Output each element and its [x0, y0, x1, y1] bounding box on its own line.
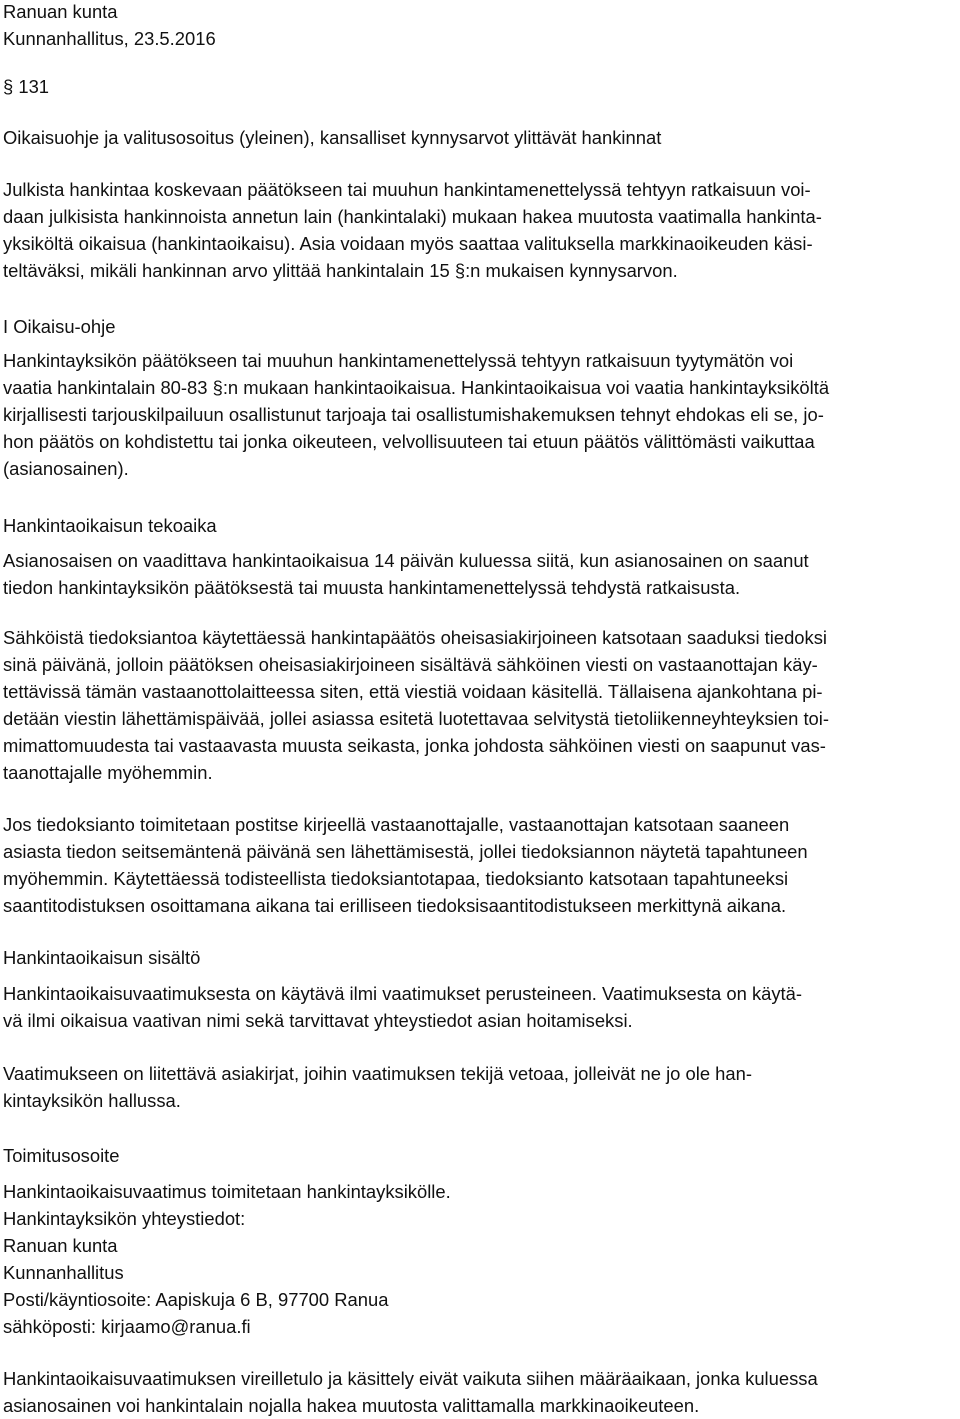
text-line: sinä päivänä, jolloin päätöksen oheisasiakirjoineen sisältävä sähköinen viesti on vastaanottajan käy-: [3, 654, 818, 675]
text-line: Vaatimukseen on liitettävä asiakirjat, joihin vaatimuksen tekijä vetoaa, jolleivät ne jo ole han-: [3, 1063, 752, 1084]
text-line: (asianosainen).: [3, 458, 129, 479]
text-line: Hankintaoikaisuvaatimus toimitetaan hankintayksikölle.: [3, 1181, 451, 1202]
heading-oikaisu-ohje: I Oikaisu-ohje: [3, 316, 116, 337]
text-line: Hankintayksikön päätökseen tai muuhun hankintamenettelyssä tehtyyn ratkaisuun tyytymätön voi: [3, 350, 794, 371]
paragraph-vireilletulo: [3, 1365, 957, 1419]
text-line: vä ilmi oikaisua vaativan nimi sekä tarvittavat yhteystiedot asian hoitamiseksi.: [3, 1010, 633, 1031]
intro-paragraph: [3, 176, 957, 284]
section-number: § 131: [3, 76, 50, 97]
text-line: yksiköltä oikaisua (hankintaoikaisu). Asia voidaan myös saattaa valituksella markkinaoikeuden käsi-: [3, 233, 813, 254]
text-line: Hankintaoikaisuvaatimuksen vireilletulo ja käsittely eivät vaikuta siihen määräaikaan, jonka kuluessa: [3, 1368, 818, 1389]
email-address: sähköposti: kirjaamo@ranua.fi: [3, 1316, 251, 1337]
paragraph-postitse: [3, 811, 957, 919]
text-line: tiedon hankintayksikön päätöksestä tai muusta hankintamenettelyssä tehdystä ratkaisusta.: [3, 577, 741, 598]
text-line: hon päätös on kohdistettu tai jonka oikeuteen, velvollisuuteen tai etuun päätös välittömästi vaikuttaa: [3, 431, 815, 452]
text-line: detään viestin lähettämispäivää, jollei asiassa esitetä luotettavaa selvitystä tietoliikenneyhteyksien toi-: [3, 708, 829, 729]
text-line: asiasta tiedon seitsemäntenä päivänä sen lähettämisestä, jollei tiedoksiannon näytetä tapahtuneen: [3, 841, 808, 862]
org-name: Ranuan kunta: [3, 1, 118, 22]
text-line: Asianosaisen on vaadittava hankintaoikaisua 14 päivän kuluessa siitä, kun asianosainen on saanut: [3, 550, 809, 571]
text-line: kirjallisesti tarjouskilpailuun osallistunut tarjoaja tai osallistumishakemuksen tehnyt ehdokas eli se, jo-: [3, 404, 824, 425]
text-line: saantitodistuksen osoittamana aikana tai erilliseen tiedoksisaantitodistukseen merkittynä aikana.: [3, 895, 787, 916]
paragraph-toimitusosoite: [3, 1178, 957, 1340]
text-line: Sähköistä tiedoksiantoa käytettäessä hankintapäätös oheisasiakirjoineen katsotaan saaduksi tiedoksi: [3, 627, 828, 648]
text-line: Jos tiedoksianto toimitetaan postitse kirjeellä vastaanottajalle, vastaanottajan katsotaan saaneen: [3, 814, 790, 835]
text-line: Hankintaoikaisuvaatimuksesta on käytävä ilmi vaatimukset perusteineen. Vaatimuksesta on käytä-: [3, 983, 803, 1004]
heading-sisalto: Hankintaoikaisun sisältö: [3, 947, 201, 968]
meeting-date: Kunnanhallitus, 23.5.2016: [3, 28, 216, 49]
text-line: Ranuan kunta: [3, 1235, 118, 1256]
heading-tekoaika: Hankintaoikaisun tekoaika: [3, 515, 217, 536]
text-line: tettävissä tämän vastaanottolaitteessa siten, että viestiä voidaan käsitellä. Tällaisena ajankohtana pi-: [3, 681, 823, 702]
text-line: daan julkisista hankinnoista annetun lain (hankintalaki) mukaan hakea muutosta vaatimalla hankinta-: [3, 206, 822, 227]
paragraph-tekoaika: [3, 547, 957, 601]
paragraph-oikaisu: [3, 347, 957, 482]
paragraph-sahkoinen-tiedoksianto: [3, 624, 957, 786]
text-line: mimattomuudesta tai vastaavasta muusta seikasta, jonka johdosta sähköinen viesti on saapunut vas-: [3, 735, 826, 756]
document-header: [3, 0, 216, 52]
page-title: Oikaisuohje ja valitusosoitus (yleinen), kansalliset kynnysarvot ylittävät hankinnat: [3, 127, 662, 148]
text-line: teltäväksi, mikäli hankinnan arvo ylittää hankintalain 15 §:n mukaisen kynnysarvon.: [3, 260, 678, 281]
paragraph-sisalto: [3, 980, 957, 1034]
paragraph-liitteet: [3, 1060, 957, 1114]
text-line: Posti/käyntiosoite: Aapiskuja 6 B, 97700 Ranua: [3, 1289, 389, 1310]
text-line: Kunnanhallitus: [3, 1262, 124, 1283]
text-line: kintayksikön hallussa.: [3, 1090, 181, 1111]
text-line: taanottajalle myöhemmin.: [3, 762, 213, 783]
text-line: Julkista hankintaa koskevaan päätökseen tai muuhun hankintamenettelyssä tehtyyn ratkaisuun voi-: [3, 179, 811, 200]
text-line: vaatia hankintalain 80-83 §:n mukaan hankintaoikaisua. Hankintaoikaisua voi vaatia hankintayksiköltä: [3, 377, 830, 398]
text-line: myöhemmin. Käytettäessä todisteellista tiedoksiantotapaa, tiedoksianto katsotaan tapahtuneeksi: [3, 868, 789, 889]
heading-toimitusosoite: Toimitusosoite: [3, 1145, 120, 1166]
text-line: asianosainen voi hankintalain nojalla hakea muutosta valittamalla markkinaoikeuteen.: [3, 1395, 700, 1416]
text-line: Hankintayksikön yhteystiedot:: [3, 1208, 246, 1229]
